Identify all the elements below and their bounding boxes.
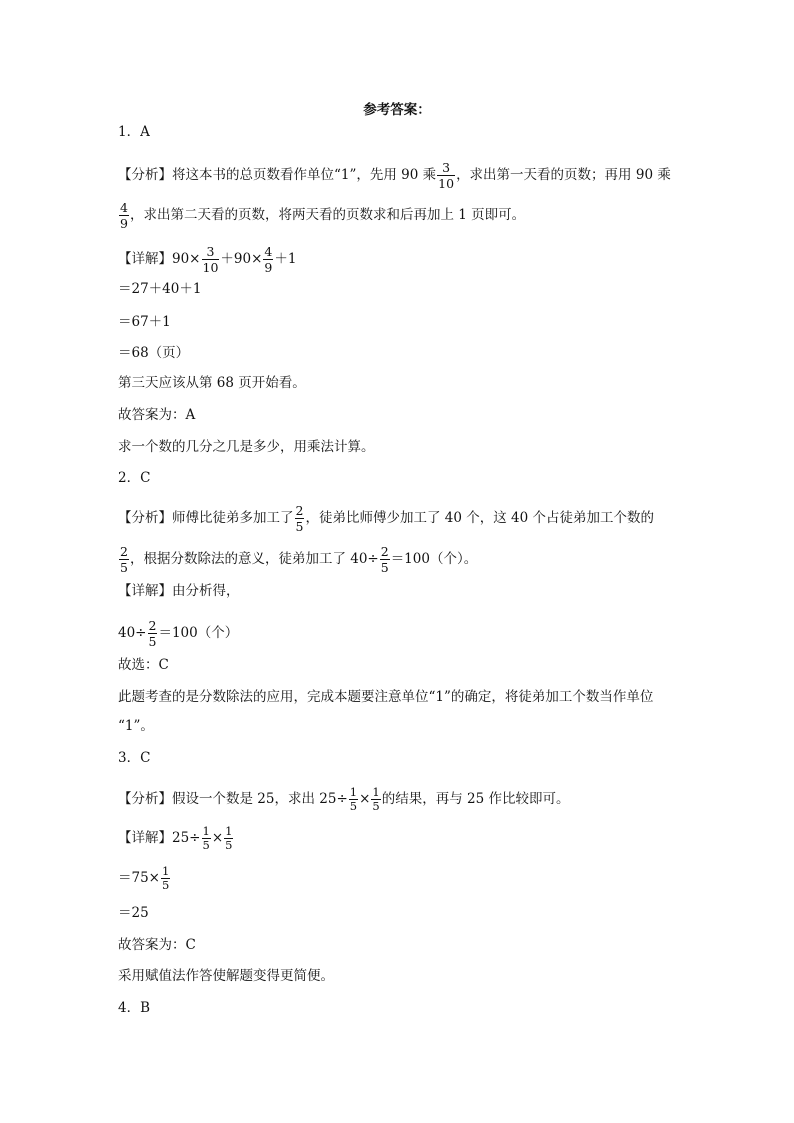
numerator: 2 xyxy=(295,503,304,518)
denominator: 9 xyxy=(120,216,128,231)
numerator: 4 xyxy=(120,200,128,215)
q1-analysis-suffix: ，求出第一天看的页数；再用 90 乘 xyxy=(456,167,671,183)
q1-answer: 故答案为：A xyxy=(118,407,196,423)
q2-heading: 2．C xyxy=(118,470,151,486)
q4-heading: 4．B xyxy=(118,1000,151,1016)
fraction xyxy=(263,244,273,275)
q2-analysis-line2-end: ＝100（个）。 xyxy=(390,551,478,567)
q3-detail-mid: × xyxy=(211,830,224,846)
q1-analysis-line2-text: ，求出第二天看的页数，将两天看的页数求和后再加上 1 页即可。 xyxy=(129,207,526,223)
numerator: 1 xyxy=(349,785,358,799)
q1-step: ＝67＋1 xyxy=(118,314,171,330)
q3-answer: 故答案为：C xyxy=(118,937,196,953)
denominator: 5 xyxy=(225,838,233,852)
q2-calc xyxy=(118,618,238,649)
q3-heading: 3．C xyxy=(118,750,151,766)
q2-detail: 【详解】由分析得， xyxy=(118,583,240,599)
q3-detail xyxy=(118,825,234,852)
numerator: 1 xyxy=(372,785,380,799)
numerator: 1 xyxy=(202,824,210,838)
q1-analysis-line2 xyxy=(118,200,525,231)
denominator: 10 xyxy=(202,260,219,275)
q2-analysis-line2 xyxy=(118,544,477,575)
q1-detail-mid: ＋90× xyxy=(220,251,263,267)
fraction xyxy=(224,825,233,852)
q3-analysis-suffix: 的结果，再与 25 作比较即可。 xyxy=(381,791,570,807)
denominator: 5 xyxy=(162,878,170,892)
fraction xyxy=(161,865,170,892)
numerator: 2 xyxy=(380,544,389,559)
q3-step1 xyxy=(118,865,171,892)
q3-analysis-mid: × xyxy=(359,791,371,807)
q1-analysis-line1 xyxy=(118,160,671,191)
fraction xyxy=(119,200,129,231)
numerator: 2 xyxy=(120,544,128,559)
fraction xyxy=(202,244,220,275)
fraction xyxy=(380,544,390,575)
denominator: 5 xyxy=(372,799,380,813)
q2-answer: 故选：C xyxy=(118,657,169,673)
denominator: 10 xyxy=(438,176,455,191)
q3-step2: ＝25 xyxy=(118,905,149,921)
q2-analysis-prefix: 【分析】师傅比徒弟多加工了 xyxy=(118,510,294,526)
denominator: 5 xyxy=(202,838,210,852)
denominator: 5 xyxy=(148,634,157,649)
q1-detail-suffix: ＋1 xyxy=(274,251,297,267)
denominator: 5 xyxy=(380,560,389,575)
fraction xyxy=(202,825,211,852)
fraction xyxy=(437,160,455,191)
page-title: 参考答案： xyxy=(363,102,431,118)
fraction xyxy=(119,544,129,575)
q1-analysis-prefix: 【分析】将这本书的总页数看作单位“1”，先用 90 乘 xyxy=(118,167,437,183)
numerator: 1 xyxy=(225,824,233,838)
fraction xyxy=(295,503,305,534)
q1-conclusion: 第三天应该从第 68 页开始看。 xyxy=(118,375,306,391)
denominator: 5 xyxy=(120,560,128,575)
numerator: 4 xyxy=(264,244,273,259)
q2-analysis-line1 xyxy=(118,503,654,534)
numerator: 3 xyxy=(202,244,220,260)
numerator: 3 xyxy=(437,160,455,176)
q2-note-line1: 此题考查的是分数除法的应用，完成本题要注意单位“1”的确定，将徒弟加工个数当作单位 xyxy=(118,689,654,705)
q1-heading: 1．A xyxy=(118,124,150,140)
q2-analysis-suffix: ，徒弟比师傅少加工了 40 个，这 40 个占徒弟加工个数的 xyxy=(305,510,654,526)
numerator: 2 xyxy=(148,618,157,633)
q3-step1-prefix: ＝75× xyxy=(118,870,160,886)
fraction xyxy=(371,786,380,813)
q2-analysis-line2-mid: ，根据分数除法的意义，徒弟加工了 40÷ xyxy=(129,551,379,567)
q2-note-line2: “1”。 xyxy=(118,718,154,734)
q1-detail-prefix: 【详解】90× xyxy=(118,251,201,267)
q3-detail-prefix: 【详解】25÷ xyxy=(118,830,201,846)
denominator: 5 xyxy=(295,519,304,534)
fraction xyxy=(148,618,158,649)
numerator: 1 xyxy=(162,864,170,878)
q1-note: 求一个数的几分之几是多少，用乘法计算。 xyxy=(118,439,375,455)
q3-note: 采用赋值法作答使解题变得更简便。 xyxy=(118,968,334,984)
q2-calc-prefix: 40÷ xyxy=(118,625,147,641)
denominator: 5 xyxy=(349,799,358,813)
denominator: 9 xyxy=(264,260,273,275)
q2-calc-suffix: ＝100（个） xyxy=(158,625,239,641)
q1-step: ＝68（页） xyxy=(118,345,190,361)
fraction xyxy=(349,786,358,813)
q1-detail xyxy=(118,244,296,275)
q1-step: ＝27＋40＋1 xyxy=(118,281,202,297)
q3-analysis-prefix: 【分析】假设一个数是 25，求出 25÷ xyxy=(118,791,348,807)
q3-analysis xyxy=(118,786,570,813)
